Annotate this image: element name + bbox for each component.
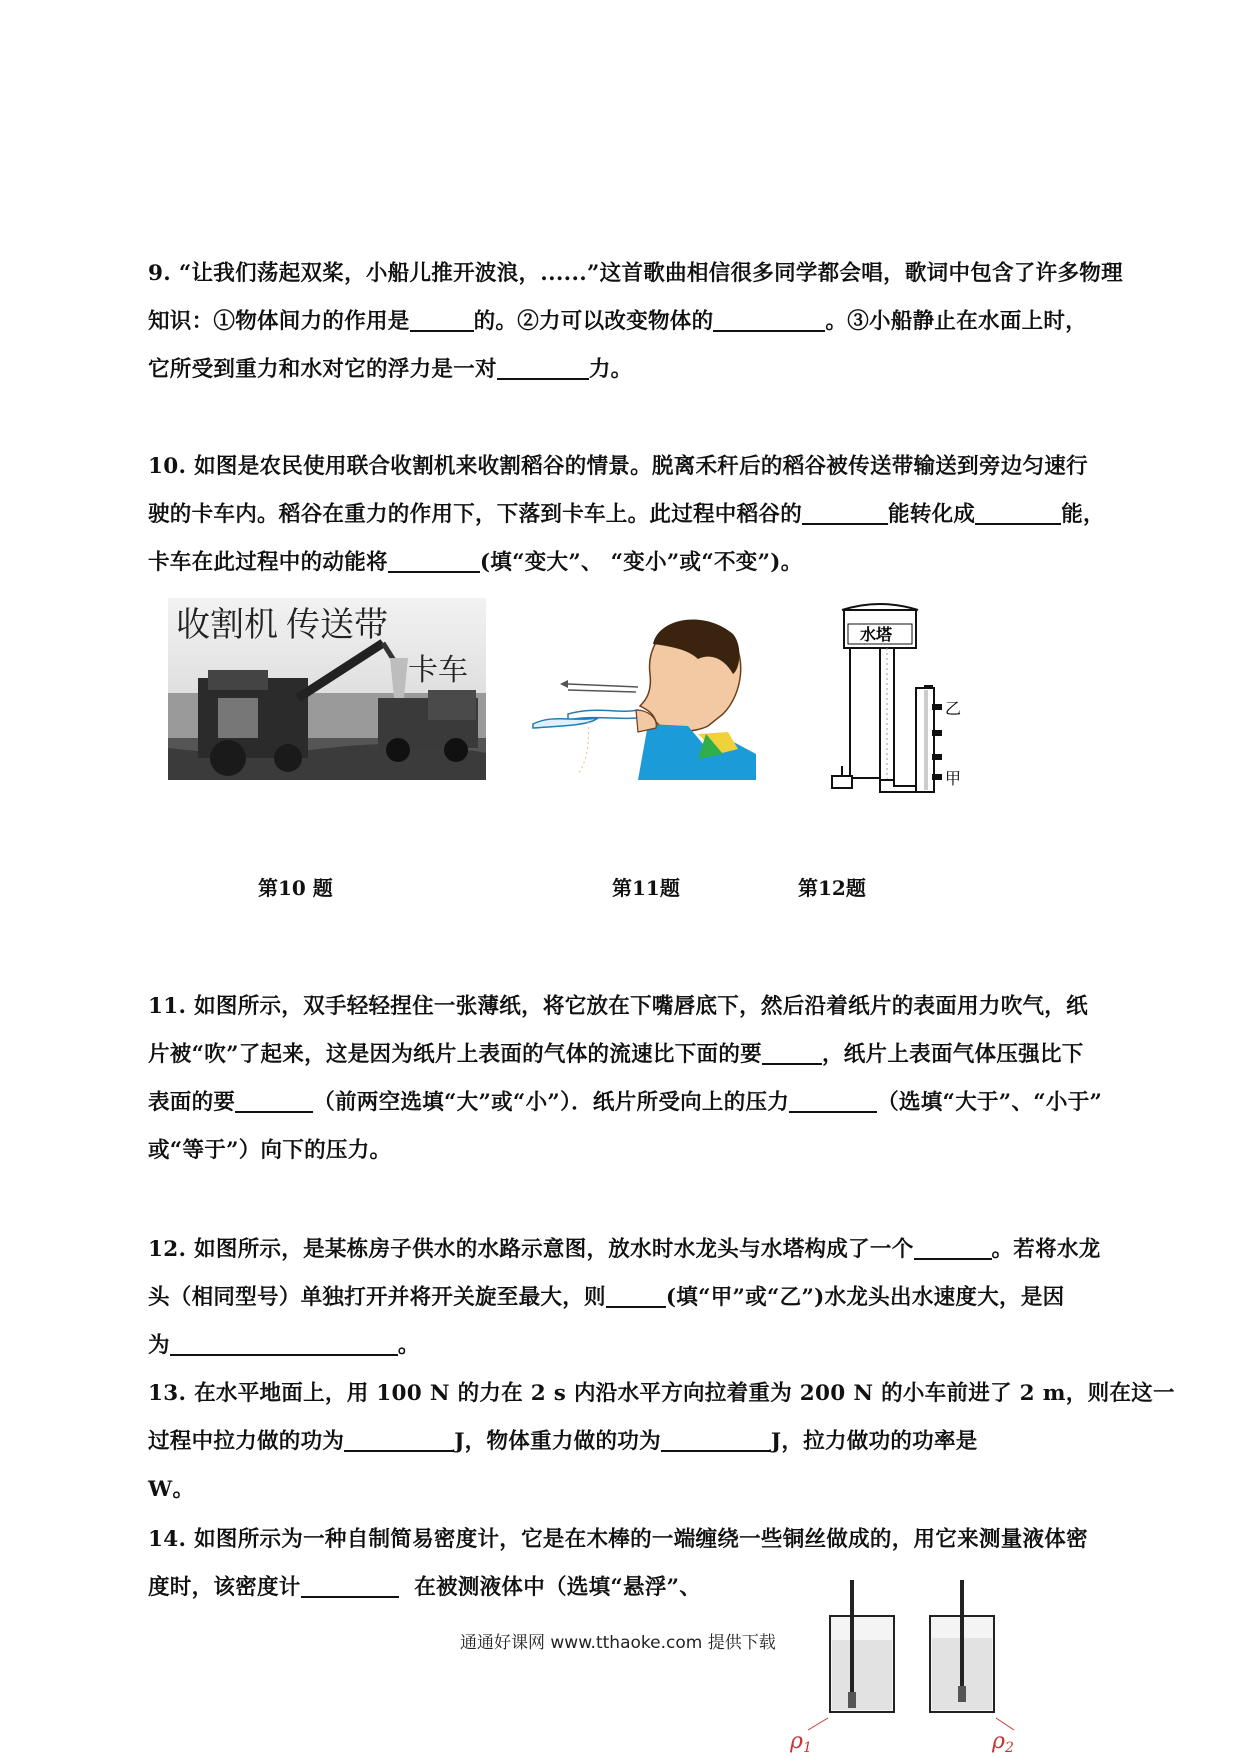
answer-blank[interactable] [789, 1085, 877, 1113]
blowing-paper-illustration [528, 614, 756, 780]
answer-blank[interactable] [762, 1037, 822, 1065]
harvester-photo [168, 598, 486, 780]
faucet-yi [932, 704, 942, 710]
answer-blank[interactable] [410, 304, 474, 332]
answer-blank[interactable] [388, 545, 480, 573]
tower-label: 水塔 [860, 627, 893, 644]
label-yi: 乙 [945, 701, 962, 718]
label-jia: 甲 [945, 771, 962, 788]
q11-line3: 表面的要 （前两空选填“大”或“小”）．纸片所受向上的压力 （选填“大于”、“小于” [148, 1079, 1098, 1127]
q11-line1: 11. 如图所示，双手轻轻捏住一张薄纸，将它放在下嘴唇底下，然后沿着纸片的表面用力吹气，纸 [148, 994, 1088, 1019]
answer-blank[interactable] [497, 352, 589, 380]
q10-line2: 驶的卡车内。稻谷在重力的作用下，下落到卡车上。此过程中稻谷的 能转化成 能， [148, 491, 1098, 539]
rho2-label: ρ2 [992, 1729, 1014, 1754]
q10-line1: 10. 如图是农民使用联合收割机来收割稻谷的情景。脱离禾秆后的稻谷被传送带输送到旁边匀速行 [148, 454, 1088, 479]
q9-line3: 它所受到重力和水对它的浮力是一对 力。 [148, 346, 1098, 394]
answer-blank[interactable] [170, 1328, 398, 1356]
question-13 [148, 1370, 1175, 1514]
q11-line2: 片被“吹”了起来，这是因为纸片上表面的气体的流速比下面的要 ，纸片上表面气体压强比下 [148, 1031, 1098, 1079]
q13-line1: 13. 在水平地面上，用 100 N 的力在 2 s 内沿水平方向拉着重为 200 N 的小车前进了 2 m，则在这一 [148, 1381, 1175, 1406]
question-9 [148, 250, 1123, 394]
footer-watermark: 通通好课网 www.tthaoke.com 提供下载 [460, 1633, 776, 1653]
caption-fig11: 第11题 [612, 876, 680, 900]
q12-line2: 头（相同型号）单独打开并将开关旋至最大，则 (填“甲”或“乙”)水龙头出水速度大，是因 [148, 1274, 1098, 1322]
question-10 [148, 443, 1105, 587]
answer-blank[interactable] [713, 304, 825, 332]
label-truck: 卡车 [408, 654, 468, 687]
label-harvester: 收割机 [176, 606, 278, 644]
answer-blank[interactable] [301, 1570, 399, 1598]
caption-fig10: 第10 题 [258, 876, 333, 900]
answer-blank[interactable] [661, 1424, 771, 1452]
q14-line2: 度时，该密度计 在被测液体中（选填“悬浮”、 [148, 1564, 1098, 1612]
question-11 [148, 983, 1103, 1175]
answer-blank[interactable] [606, 1280, 666, 1308]
q12-line3: 为 。 [148, 1322, 1098, 1370]
water-tower-diagram [820, 596, 1000, 796]
rho1-label: ρ1 [790, 1729, 812, 1754]
label-conveyor: 传送带 [286, 606, 388, 644]
q9-line1: 9. “让我们荡起双桨，小船儿推开波浪，......”这首歌曲相信很多同学都会唱，歌词中包含了许多物理 [148, 261, 1123, 286]
caption-fig12: 第12题 [798, 876, 866, 900]
q13-line3: W。 [148, 1477, 195, 1502]
question-12 [148, 1226, 1101, 1370]
q9-line2: 知识：①物体间力的作用是 的。②力可以改变物体的 。③小船静止在水面上时， [148, 298, 1098, 346]
q12-line1: 12. 如图所示，是某栋房子供水的水路示意图，放水时水龙头与水塔构成了一个 。若将水龙 [148, 1226, 1098, 1274]
answer-blank[interactable] [235, 1085, 313, 1113]
q11-line4: 或“等于”）向下的压力。 [148, 1138, 392, 1163]
q14-line1: 14. 如图所示为一种自制简易密度计，它是在木棒的一端缠绕一些铜丝做成的，用它来测量液体密 [148, 1527, 1088, 1552]
answer-blank[interactable] [344, 1424, 454, 1452]
answer-blank[interactable] [802, 497, 888, 525]
q13-line2: 过程中拉力做的功为 J，物体重力做的功为 J，拉力做功的功率是 [148, 1418, 1098, 1466]
hydrometer-diagram [790, 1580, 1030, 1754]
q10-line3: 卡车在此过程中的动能将 (填“变大”、 “变小”或“不变”)。 [148, 539, 1098, 587]
faucet-2 [932, 730, 942, 736]
answer-blank[interactable] [975, 497, 1061, 525]
faucet-jia [932, 774, 942, 780]
faucet-3 [932, 754, 942, 760]
answer-blank[interactable] [914, 1232, 992, 1260]
